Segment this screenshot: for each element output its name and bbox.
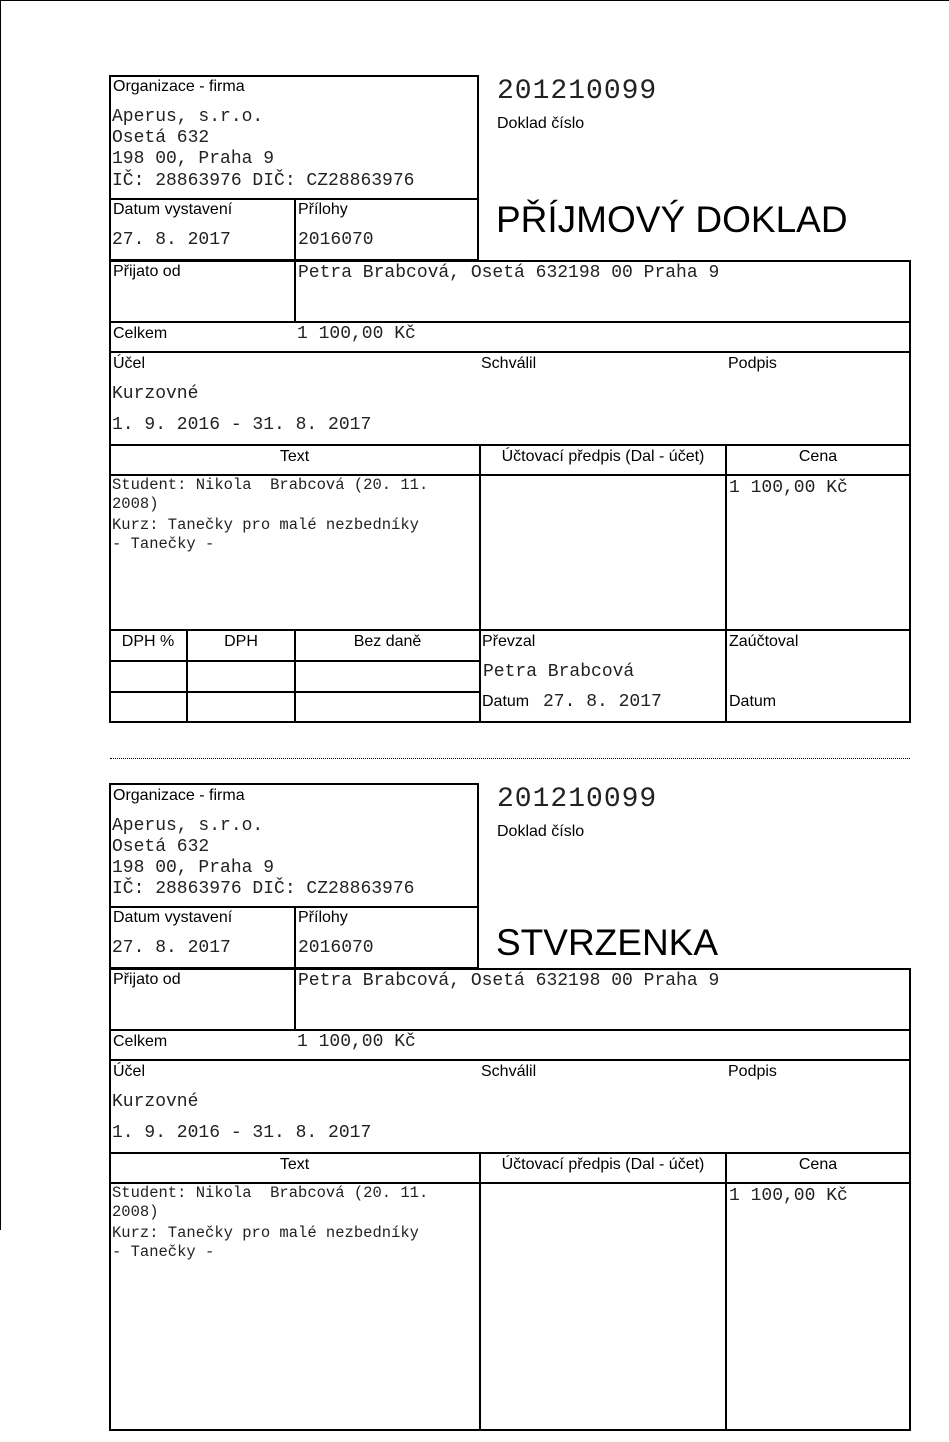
document-title: STVRZENKA bbox=[496, 922, 719, 963]
attachments-value: 2016070 bbox=[298, 938, 374, 958]
org-street: Osetá 632 bbox=[112, 128, 210, 148]
org-name: Aperus, s.r.o. bbox=[112, 816, 264, 836]
price-value: 1 100,00 Kč bbox=[729, 1186, 848, 1206]
org-city: 198 00, Praha 9 bbox=[112, 858, 275, 878]
attachments-label: Přílohy bbox=[298, 201, 348, 218]
total-value: 1 100,00 Kč bbox=[297, 324, 416, 344]
price-column-header: Cena bbox=[798, 1156, 838, 1173]
document-number: 201210099 bbox=[497, 76, 658, 107]
approved-label: Schválil bbox=[481, 355, 537, 372]
posted-label: Zaúčtoval bbox=[729, 633, 799, 650]
received-from-label: Přijato od bbox=[113, 263, 181, 280]
posted-date-label: Datum bbox=[729, 693, 777, 710]
signature-label: Podpis bbox=[728, 1063, 777, 1080]
text-line-2: 2008) bbox=[112, 1203, 159, 1221]
issue-date-label: Datum vystavení bbox=[113, 909, 233, 926]
stub-document bbox=[0, 782, 949, 1442]
org-name: Aperus, s.r.o. bbox=[112, 107, 264, 127]
purpose-line-2: 1. 9. 2016 - 31. 8. 2017 bbox=[112, 415, 372, 435]
signature-label: Podpis bbox=[728, 355, 777, 372]
document-title: PŘÍJMOVÝ DOKLAD bbox=[496, 199, 848, 240]
purpose-label: Účel bbox=[113, 355, 146, 372]
attachments-label: Přílohy bbox=[298, 909, 348, 926]
document-number-label: Doklad číslo bbox=[497, 115, 585, 132]
text-line-1: Student: Nikola Brabcová (20. 11. bbox=[112, 476, 429, 494]
vat-header: DPH bbox=[224, 633, 258, 650]
organization-label: Organizace - firma bbox=[113, 787, 245, 804]
received-from-value: Petra Brabcová, Osetá 632198 00 Praha 9 bbox=[298, 971, 720, 991]
purpose-label: Účel bbox=[113, 1063, 146, 1080]
taken-over-date: 27. 8. 2017 bbox=[543, 692, 662, 712]
received-from-label: Přijato od bbox=[113, 971, 181, 988]
price-column-header: Cena bbox=[798, 448, 838, 465]
cut-line bbox=[110, 758, 910, 759]
text-line-3: Kurz: Tanečky pro malé nezbedníky bbox=[112, 1224, 419, 1242]
issue-date-label: Datum vystavení bbox=[113, 201, 233, 218]
text-line-2: 2008) bbox=[112, 495, 159, 513]
org-city: 198 00, Praha 9 bbox=[112, 149, 275, 169]
org-ids: IČ: 28863976 DIČ: CZ28863976 bbox=[112, 879, 415, 899]
text-line-3: Kurz: Tanečky pro malé nezbedníky bbox=[112, 516, 419, 534]
org-street: Osetá 632 bbox=[112, 837, 210, 857]
issue-date-value: 27. 8. 2017 bbox=[112, 938, 231, 958]
receipt-document bbox=[0, 74, 949, 734]
approved-label: Schválil bbox=[481, 1063, 537, 1080]
vat-pct-header: DPH % bbox=[121, 633, 175, 650]
text-column-header: Text bbox=[279, 1156, 310, 1173]
received-from-value: Petra Brabcová, Osetá 632198 00 Praha 9 bbox=[298, 263, 720, 283]
text-line-4: - Tanečky - bbox=[112, 535, 215, 553]
accounting-column-header: Účtovací předpis (Dal - účet) bbox=[501, 1156, 705, 1173]
issue-date-value: 27. 8. 2017 bbox=[112, 230, 231, 250]
no-tax-header: Bez daně bbox=[353, 633, 422, 650]
total-label: Celkem bbox=[113, 325, 168, 342]
attachments-value: 2016070 bbox=[298, 230, 374, 250]
taken-over-name: Petra Brabcová bbox=[483, 662, 635, 682]
purpose-line-1: Kurzovné bbox=[112, 384, 199, 404]
text-line-4: - Tanečky - bbox=[112, 1243, 215, 1261]
total-label: Celkem bbox=[113, 1033, 168, 1050]
text-line-1: Student: Nikola Brabcová (20. 11. bbox=[112, 1184, 429, 1202]
document-number-label: Doklad číslo bbox=[497, 823, 585, 840]
purpose-line-1: Kurzovné bbox=[112, 1092, 199, 1112]
accounting-column-header: Účtovací předpis (Dal - účet) bbox=[501, 448, 705, 465]
text-column-header: Text bbox=[279, 448, 310, 465]
document-number: 201210099 bbox=[497, 784, 658, 815]
total-value: 1 100,00 Kč bbox=[297, 1032, 416, 1052]
taken-over-label: Převzal bbox=[482, 633, 536, 650]
organization-label: Organizace - firma bbox=[113, 78, 245, 95]
purpose-line-2: 1. 9. 2016 - 31. 8. 2017 bbox=[112, 1123, 372, 1143]
price-value: 1 100,00 Kč bbox=[729, 478, 848, 498]
taken-over-date-label: Datum bbox=[482, 693, 530, 710]
org-ids: IČ: 28863976 DIČ: CZ28863976 bbox=[112, 171, 415, 191]
